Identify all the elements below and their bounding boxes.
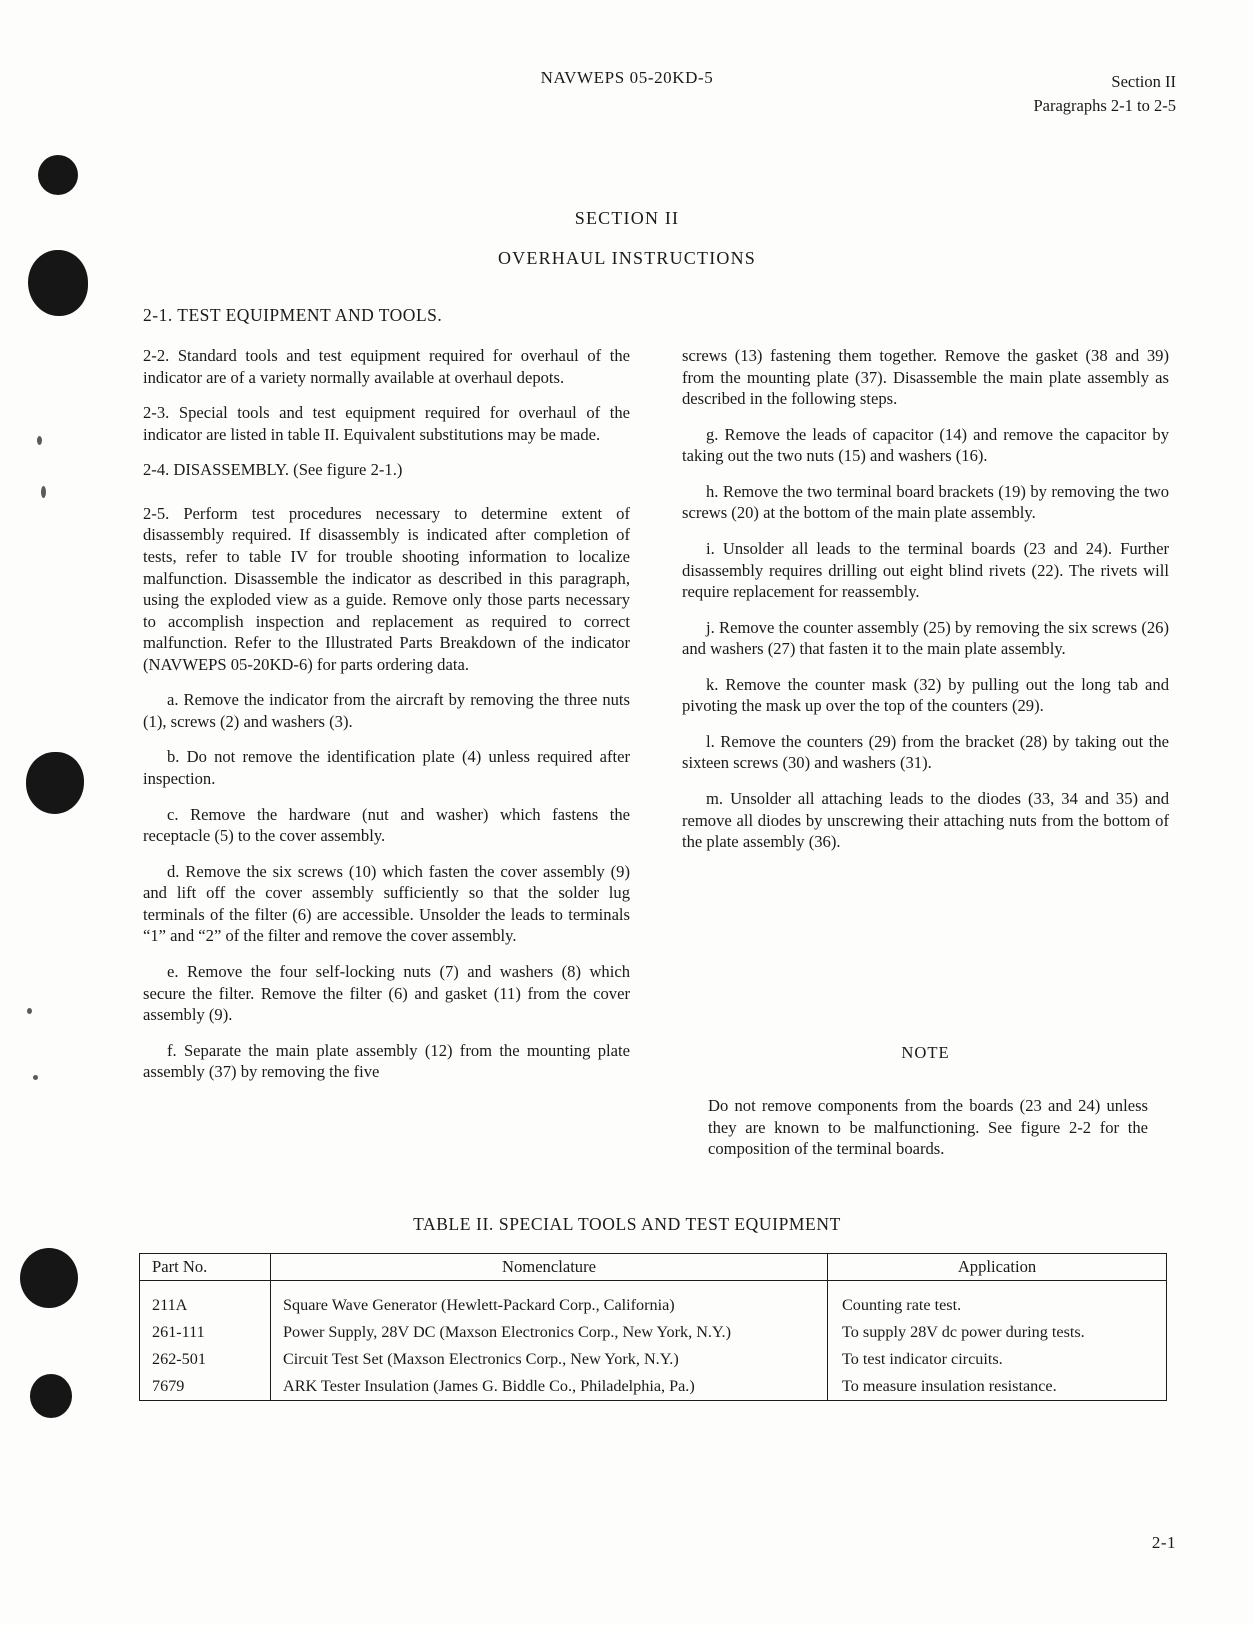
header-section-label: Section II	[1111, 72, 1176, 91]
step-c: c. Remove the hardware (nut and washer) which fastens the receptacle (5) to the cover assembly.	[143, 804, 630, 846]
binder-hole-mark	[30, 1374, 72, 1418]
note-heading: NOTE	[901, 1043, 950, 1062]
body-column-right	[682, 345, 1169, 867]
cell-nomenclature: ARK Tester Insulation (James G. Biddle Co., Philadelphia, Pa.)	[283, 1377, 695, 1396]
page-number: 2-1	[1151, 1533, 1176, 1552]
paragraph-2-5: 2-5. Perform test procedures necessary to determine extent of disassembly required. If disassembly is indicated after completion of tests, refer to table IV for trouble shooting information to localize malfunction. Disassemble the indicator as described in this paragraph, using the exploded view as a guide. Remove only those parts necessary to accomplish inspection and replacement as required to correct malfunction. Refer to the Illustrated Parts Breakdown of the indicator (NAVWEPS 05-20KD-6) for parts ordering data.	[143, 503, 630, 674]
cell-application: To supply 28V dc power during tests.	[828, 1319, 1167, 1346]
step-d: d. Remove the six screws (10) which fasten the cover assembly (9) and lift off the cover assembly sufficiently so that the solder lug terminals of the filter (6) are accessible. Unsolder the leads to terminals “1” and “2” of the filter and remove the cover assembly.	[143, 861, 630, 946]
cell-application: Counting rate test.	[828, 1281, 1167, 1320]
step-l: l. Remove the counters (29) from the bracket (28) by taking out the sixteen screws (30) and washers (31).	[682, 731, 1169, 773]
binder-hole-mark	[38, 155, 78, 195]
step-h: h. Remove the two terminal board brackets (19) by removing the two screws (20) at the bottom of the main plate assembly.	[682, 481, 1169, 523]
table-row	[140, 1281, 1166, 1320]
note-text: Do not remove components from the boards (23 and 24) unless they are known to be malfunctioning. See figure 2-2 for the composition of the terminal boards.	[708, 1096, 1148, 1159]
page-speck	[37, 436, 42, 445]
step-f-continued: screws (13) fastening them together. Remove the gasket (38 and 39) from the mounting plate (37). Disassemble the main plate assembly as described in the following steps.	[682, 346, 1169, 409]
cell-application: To test indicator circuits.	[828, 1346, 1167, 1373]
body-column-left	[143, 345, 630, 1097]
section-subtitle: OVERHAUL INSTRUCTIONS	[497, 248, 757, 268]
step-a: a. Remove the indicator from the aircraft by removing the three nuts (1), screws (2) and washers (3).	[143, 690, 630, 731]
cell-nomenclature: Circuit Test Set (Maxson Electronics Corp., New York, N.Y.)	[283, 1350, 679, 1369]
table-row	[140, 1319, 1166, 1346]
paragraph-2-3: 2-3. Special tools and test equipment required for overhaul of the indicator are listed in table II. Equivalent substitutions may be made.	[143, 403, 630, 444]
step-e: e. Remove the four self-locking nuts (7) and washers (8) which secure the filter. Remove the filter (6) and gasket (11) from the cover assembly (9).	[143, 961, 630, 1025]
cell-part-no: 7679	[140, 1373, 271, 1400]
cell-part-no: 211A	[140, 1281, 271, 1320]
binder-hole-mark	[20, 1248, 78, 1308]
paragraph-2-4: 2-4. DISASSEMBLY. (See figure 2-1.)	[143, 460, 403, 480]
paragraph-2-2: 2-2. Standard tools and test equipment required for overhaul of the indicator are of a variety normally available at overhaul depots.	[143, 346, 630, 387]
page-speck	[41, 486, 46, 498]
table-row	[140, 1373, 1166, 1400]
column-header-nomenclature: Nomenclature	[271, 1254, 828, 1281]
cell-nomenclature: Power Supply, 28V DC (Maxson Electronics Corp., New York, N.Y.)	[283, 1323, 731, 1342]
page-speck	[27, 1008, 32, 1014]
step-i: i. Unsolder all leads to the terminal boards (23 and 24). Further disassembly requires drilling out eight blind rivets (22). The rivets will require replacement for reassembly.	[682, 538, 1169, 602]
header-section-info	[1033, 70, 1176, 118]
table-caption: TABLE II. SPECIAL TOOLS AND TEST EQUIPMENT	[413, 1214, 841, 1234]
paragraph-heading-2-1: 2-1. TEST EQUIPMENT AND TOOLS.	[143, 305, 443, 325]
step-m: m. Unsolder all attaching leads to the diodes (33, 34 and 35) and remove all diodes by unscrewing their attaching nuts from the bottom of the plate assembly (36).	[682, 789, 1169, 852]
cell-part-no: 262-501	[140, 1346, 271, 1373]
step-g: g. Remove the leads of capacitor (14) and remove the capacitor by taking out the two nuts (15) and washers (16).	[682, 424, 1169, 466]
table-row	[140, 1346, 1166, 1373]
cell-part-no: 261-111	[140, 1319, 271, 1346]
step-k: k. Remove the counter mask (32) by pulling out the long tab and pivoting the mask up over the top of the counters (29).	[682, 674, 1169, 716]
document-number: NAVWEPS 05-20KD-5	[540, 68, 714, 87]
step-j: j. Remove the counter assembly (25) by removing the six screws (26) and washers (27) that fasten it to the main plate assembly.	[682, 617, 1169, 659]
special-tools-table	[139, 1253, 1167, 1401]
step-f: f. Separate the main plate assembly (12) from the mounting plate assembly (37) by removing the five	[143, 1040, 630, 1082]
column-header-part-no: Part No.	[140, 1254, 271, 1281]
binder-hole-mark	[26, 752, 84, 814]
column-header-application: Application	[828, 1254, 1167, 1281]
cell-application: To measure insulation resistance.	[828, 1373, 1167, 1400]
header-paragraph-range: Paragraphs 2-1 to 2-5	[1033, 95, 1176, 115]
section-title: SECTION II	[574, 208, 680, 228]
cell-nomenclature: Square Wave Generator (Hewlett-Packard Corp., California)	[283, 1296, 675, 1314]
step-b: b. Do not remove the identification plate (4) unless required after inspection.	[143, 747, 630, 788]
page-speck	[33, 1075, 38, 1080]
table-header-row	[140, 1254, 1166, 1281]
